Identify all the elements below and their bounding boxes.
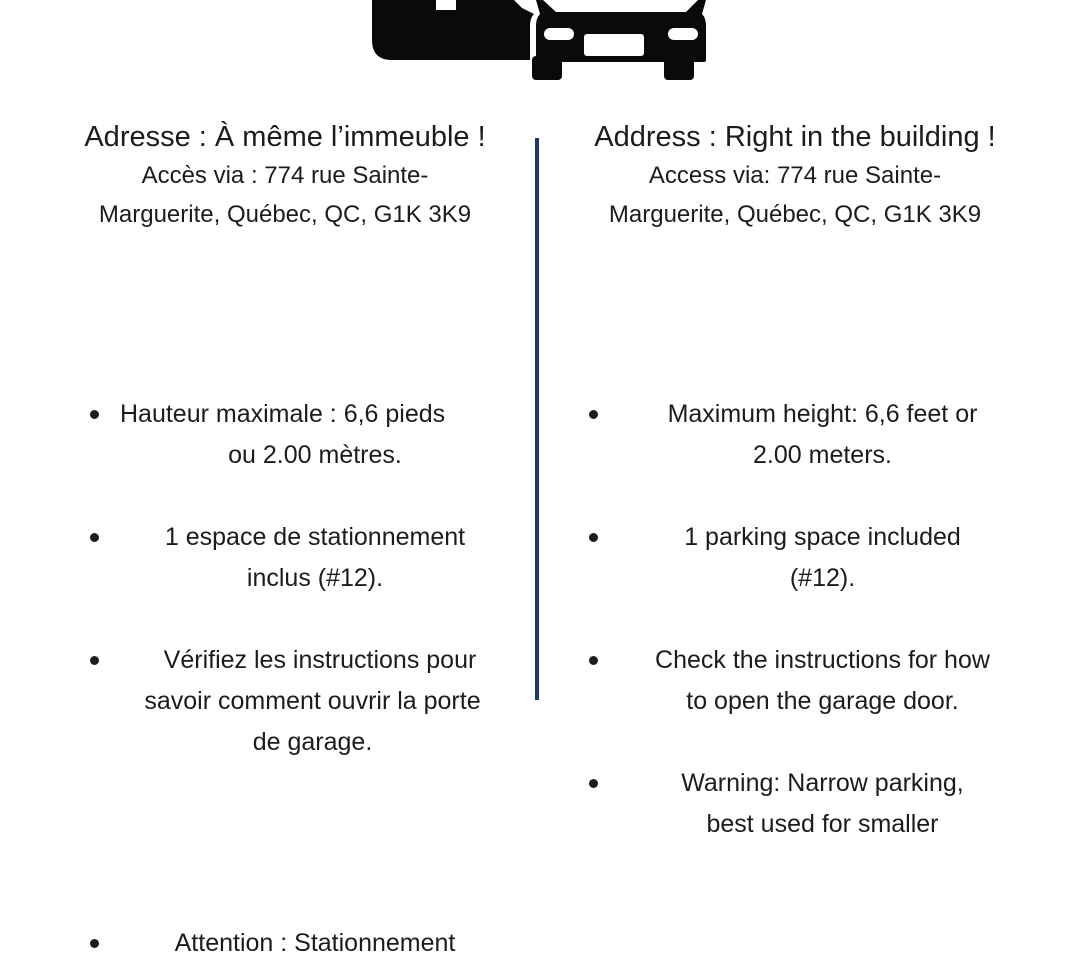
list-item-line: 1 parking space included bbox=[684, 523, 961, 551]
car-icon bbox=[514, 0, 718, 80]
bullet-icon bbox=[589, 779, 598, 788]
list-item bbox=[555, 763, 1035, 845]
list-item-line: 2.00 meters. bbox=[753, 441, 892, 469]
list-item-line: 1 espace de stationnement bbox=[164, 523, 466, 551]
column-divider bbox=[535, 138, 539, 700]
list-item bbox=[45, 394, 525, 476]
bullet-icon bbox=[90, 656, 99, 665]
list-item bbox=[555, 640, 1035, 722]
list-item-line: best used for smaller bbox=[706, 810, 939, 838]
french-column bbox=[45, 118, 525, 957]
list-item bbox=[45, 923, 525, 964]
bullet-icon bbox=[589, 410, 598, 419]
list-item-line: (#12). bbox=[789, 564, 856, 592]
address-title-fr: Adresse : À même l’immeuble ! bbox=[84, 121, 486, 153]
bullet-icon bbox=[589, 533, 598, 542]
list-item-line: de garage. bbox=[252, 728, 373, 756]
list-item-line: inclus (#12). bbox=[246, 564, 384, 592]
access-line-en-2: Marguerite, Québec, QC, G1K 3K9 bbox=[608, 201, 982, 228]
bullet-icon bbox=[90, 939, 99, 948]
list-item-line: savoir comment ouvrir la porte bbox=[144, 687, 481, 715]
access-line-fr-2: Marguerite, Québec, QC, G1K 3K9 bbox=[98, 201, 472, 228]
list-item bbox=[555, 517, 1035, 599]
parking-illustration bbox=[0, 0, 1080, 90]
bullet-icon bbox=[90, 410, 99, 419]
list-item bbox=[555, 394, 1035, 476]
bullet-icon bbox=[589, 656, 598, 665]
bullet-icon bbox=[90, 533, 99, 542]
list-item-line: Warning: Narrow parking, bbox=[681, 769, 964, 797]
list-item-line: to open the garage door. bbox=[686, 687, 959, 715]
english-column bbox=[555, 118, 1035, 838]
list-item-line: Attention : Stationnement bbox=[174, 929, 456, 957]
list-item bbox=[45, 640, 525, 763]
access-line-en-1: Access via: 774 rue Sainte- bbox=[648, 162, 942, 189]
building-icon bbox=[372, 0, 540, 60]
list-item-line: Hauteur maximale : 6,6 pieds bbox=[120, 400, 446, 428]
address-title-en: Address : Right in the building ! bbox=[594, 121, 996, 153]
list-item-line: Maximum height: 6,6 feet or bbox=[667, 400, 978, 428]
list-item-line: ou 2.00 mètres. bbox=[228, 441, 402, 469]
list-item bbox=[45, 517, 525, 599]
list-item-line: Vérifiez les instructions pour bbox=[163, 646, 477, 674]
list-item-line: Check the instructions for how bbox=[655, 646, 990, 674]
access-line-fr-1: Accès via : 774 rue Sainte- bbox=[141, 162, 429, 189]
